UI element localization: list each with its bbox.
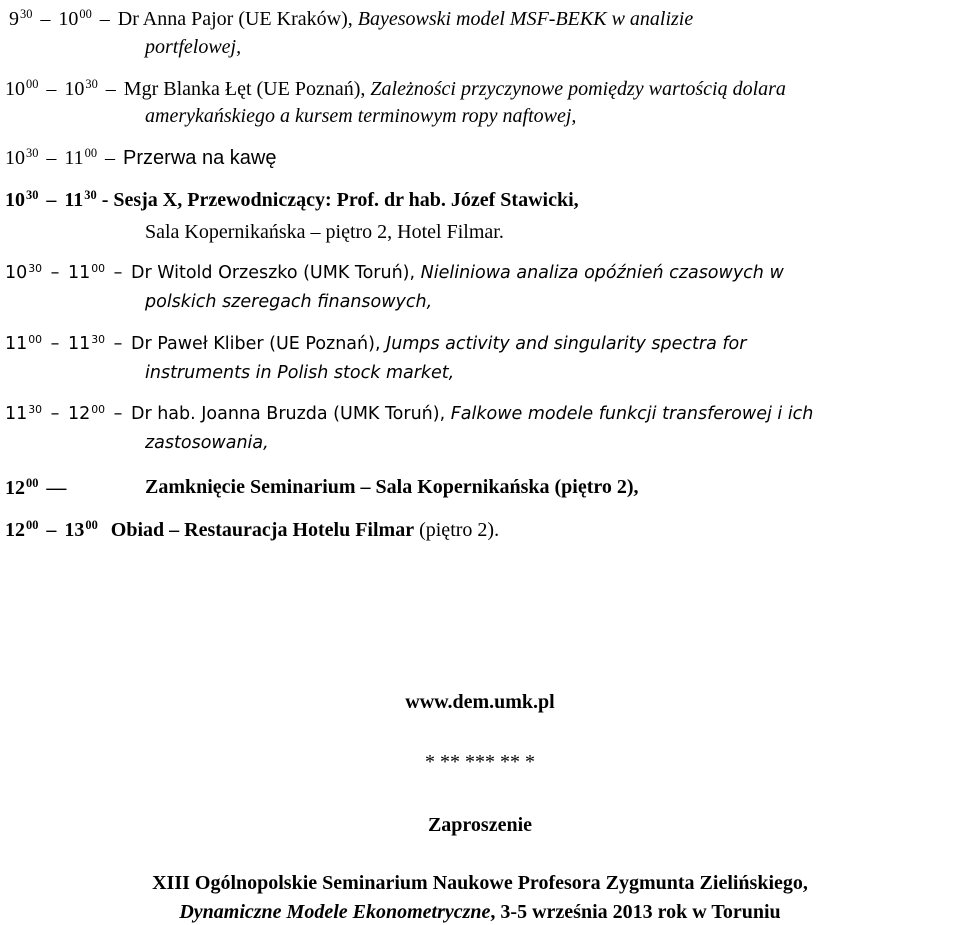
dash-separator: –: [45, 403, 65, 424]
start-hour: 12: [5, 518, 25, 541]
talk-title: Zależności przyczynowe pomiędzy wartością dolara: [370, 77, 786, 100]
end-minute: 00: [84, 146, 98, 160]
end-minute: 30: [91, 333, 106, 346]
dash-separator: ––: [41, 476, 72, 499]
start-minute: 30: [20, 7, 33, 21]
seminar-subtitle: [0, 902, 960, 922]
session-title: - Sesja X, Przewodniczący: Prof. dr hab. Józef Stawicki,: [101, 188, 579, 211]
dash-separator: –: [41, 518, 62, 541]
dash-separator: –: [108, 403, 128, 424]
dash-separator: –: [35, 7, 56, 30]
dash-separator: –: [45, 262, 65, 283]
start-hour: 12: [5, 476, 25, 499]
end-minute: 00: [85, 518, 98, 532]
speaker: Dr Paweł Kliber (UE Poznań),: [130, 333, 381, 354]
start-hour: 10: [5, 77, 25, 100]
session-talk-3: [5, 405, 813, 423]
start-hour: 10: [5, 146, 25, 169]
end-hour: 13: [64, 518, 85, 541]
dash-separator: –: [100, 146, 121, 169]
session-header: [5, 189, 579, 210]
start-minute: 30: [28, 262, 43, 275]
dash-separator: –: [108, 262, 128, 283]
talk-title: Bayesowski model MSF-BEKK w analizie: [357, 7, 694, 30]
dash-separator: –: [108, 333, 128, 354]
start-hour: 10: [5, 188, 25, 211]
lunch-entry: [5, 519, 499, 540]
break-label: Przerwa na kawę: [123, 146, 277, 169]
speaker: Mgr Blanka Łęt (UE Poznań),: [123, 77, 366, 100]
talk-title-continued: polskich szeregach finansowych,: [145, 292, 433, 312]
talk-title: Nieliniowa analiza opóźnień czasowych w: [420, 262, 784, 283]
end-minute: 30: [84, 188, 97, 202]
dash-separator: –: [41, 77, 62, 100]
talk-title-continued: zastosowania,: [145, 433, 269, 453]
talk-title-continued: portfelowej,: [145, 36, 242, 58]
end-hour: 10: [64, 77, 85, 100]
end-hour: 11: [67, 333, 91, 354]
end-minute: 00: [91, 262, 106, 275]
talk-title: Jumps activity and singularity spectra for: [386, 333, 747, 354]
closing-text: Zamknięcie Seminarium – Sala Kopernikańska (piętro 2),: [145, 476, 639, 498]
start-minute: 00: [26, 476, 39, 490]
speaker: Dr Witold Orzeszko (UMK Toruń),: [130, 262, 416, 283]
lunch-location: (piętro 2).: [419, 518, 500, 541]
decorative-stars: * ** *** ** *: [425, 751, 535, 773]
end-minute: 30: [85, 77, 98, 91]
closing-entry: [5, 477, 74, 498]
start-minute: 00: [26, 77, 39, 91]
start-minute: 00: [28, 333, 43, 346]
end-hour: 11: [64, 146, 84, 169]
seminar-subtitle-italic: Dynamiczne Modele Ekonometryczne: [179, 901, 491, 923]
schedule-entry-break: [5, 147, 276, 168]
end-minute: 00: [79, 7, 92, 21]
talk-title: Falkowe modele funkcji transferowej i ich: [450, 403, 814, 424]
end-hour: 11: [67, 262, 91, 283]
end-hour: 10: [58, 7, 79, 30]
seminar-title: XIII Ogólnopolskie Seminarium Naukowe Profesora Zygmunta Zielińskiego,: [152, 872, 808, 894]
schedule-entry-1: [9, 8, 693, 29]
start-hour: 10: [5, 262, 28, 283]
seminar-date: , 3-5 września 2013 rok w Toruniu: [490, 901, 781, 923]
start-minute: 00: [26, 518, 39, 532]
start-hour: 9: [9, 7, 19, 30]
dash-separator: –: [94, 7, 115, 30]
speaker: Dr Anna Pajor (UE Kraków),: [117, 7, 353, 30]
website-url: www.dem.umk.pl: [405, 691, 555, 713]
dash-separator: –: [41, 146, 62, 169]
dash-separator: –: [41, 188, 62, 211]
end-minute: 00: [91, 403, 106, 416]
invitation-heading: Zaproszenie: [427, 814, 533, 836]
dash-separator: –: [45, 333, 65, 354]
talk-title-continued: instruments in Polish stock market,: [145, 363, 455, 383]
talk-title-continued: amerykańskiego a kursem terminowym ropy naftowej,: [145, 105, 577, 127]
start-minute: 30: [28, 403, 43, 416]
speaker: Dr hab. Joanna Bruzda (UMK Toruń),: [130, 403, 446, 424]
start-hour: 11: [5, 333, 28, 354]
lunch-title: Obiad – Restauracja Hotelu Filmar: [110, 518, 415, 541]
schedule-entry-2: [5, 78, 786, 99]
end-hour: 11: [64, 188, 84, 211]
start-hour: 11: [5, 403, 28, 424]
start-minute: 30: [26, 188, 39, 202]
end-hour: 12: [67, 403, 91, 424]
session-talk-2: [5, 335, 746, 353]
start-minute: 30: [26, 146, 39, 160]
dash-separator: –: [100, 77, 121, 100]
session-talk-1: [5, 264, 784, 282]
session-location: Sala Kopernikańska – piętro 2, Hotel Filmar.: [145, 221, 504, 243]
